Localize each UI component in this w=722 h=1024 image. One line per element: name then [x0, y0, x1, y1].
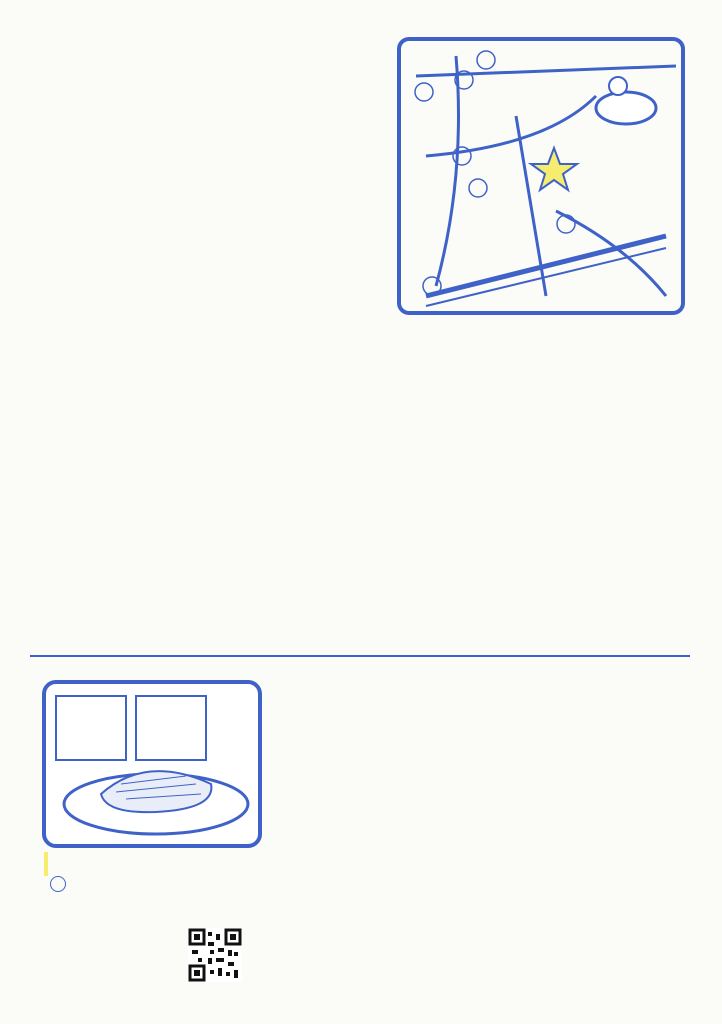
instagram-follow [40, 968, 54, 983]
qr-code-icon [188, 928, 242, 982]
club-body [456, 674, 646, 974]
map-illustration [396, 36, 686, 316]
apple-pie-drawing [46, 684, 258, 844]
apple-pie-photo [42, 680, 262, 848]
photo-caption [44, 852, 48, 876]
article-body-bottom [40, 356, 688, 644]
qr-code[interactable] [188, 928, 242, 982]
article-body-top [32, 42, 354, 334]
map-drawing [396, 36, 686, 316]
photo-caption-brand [44, 852, 48, 876]
photo-number [50, 876, 66, 892]
section-divider [30, 655, 690, 657]
